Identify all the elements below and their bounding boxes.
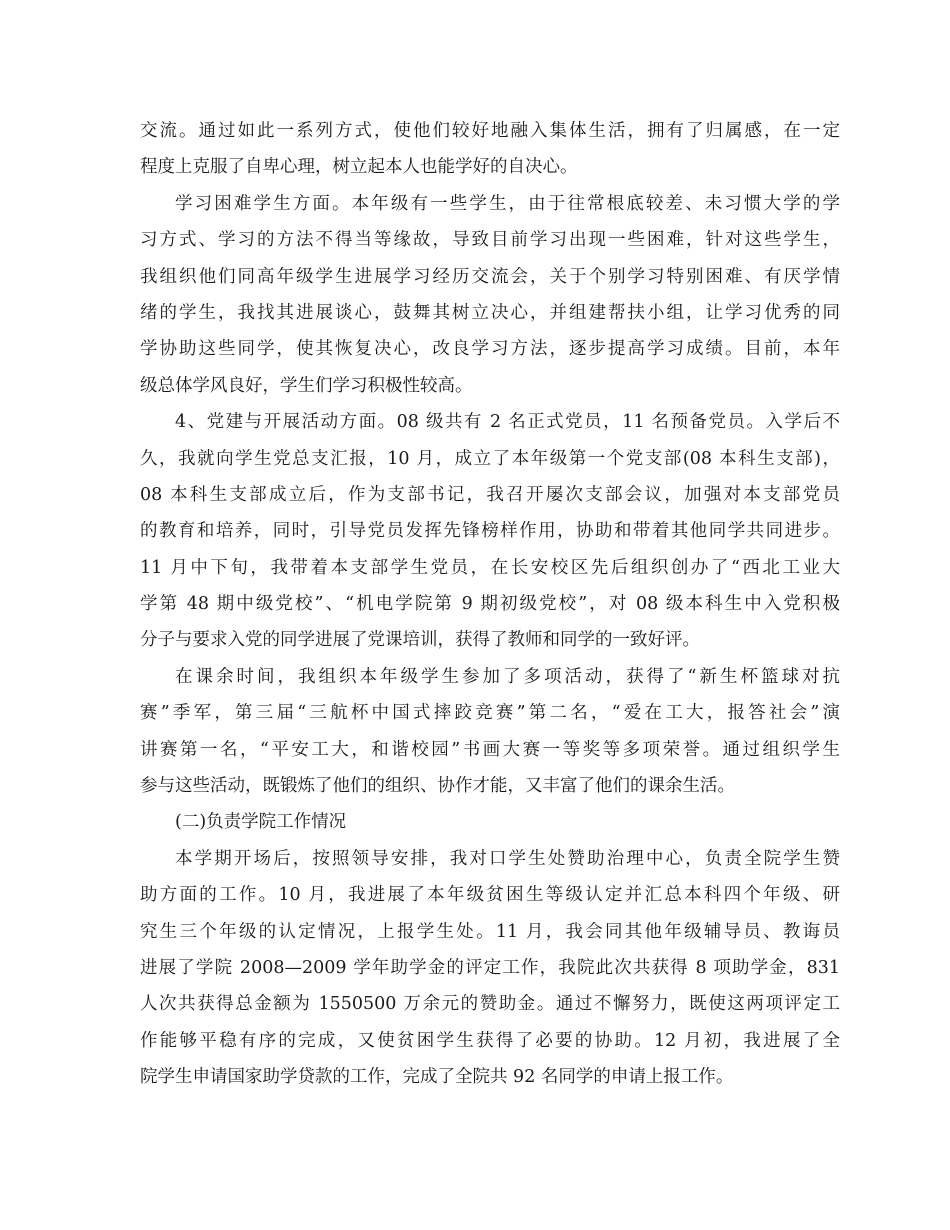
text-line: 院学生申请国家助学贷款的工作，完成了全院共 92 名同学的申请上报工作。 — [140, 1067, 734, 1088]
text-line: 作能够平稳有序的完成，又使贫困学生获得了必要的协助。12 月初，我进展了全 — [140, 1030, 840, 1051]
text-line: 进展了学院 2008—2009 学年助学金的评定工作，我院此次共获得 8 项助学金，831 — [140, 957, 840, 978]
text-line: 学协助这些同学，使其恢复决心，改良学习方法，逐步提高学习成绩。目前，本年 — [140, 339, 840, 360]
text-line: 学第 48 期中级党校”、“机电学院第 9 期初级党校”，对 08 级本科生中入党积极 — [140, 594, 840, 615]
text-line: 助方面的工作。10 月，我进展了本年级贫困生等级认定并汇总本科四个年级、研 — [140, 885, 840, 906]
text-line: 的教育和培养，同时，引导党员发挥先锋榜样作用，协助和带着其他同学共同进步。 — [140, 521, 840, 542]
text-line: 交流。通过如此一系列方式，使他们较好地融入集体生活，拥有了归属感，在一定 — [140, 121, 840, 141]
text-line: 人次共获得总金额为 1550500 万余元的赞助金。通过不懈努力，既使这两项评定工 — [140, 994, 840, 1015]
text-line: 级总体学风良好，学生们学习积极性较高。 — [140, 375, 473, 396]
text-line: 讲赛第一名，“平安工大，和谐校园”书画大赛一等奖等多项荣誉。通过组织学生 — [140, 739, 840, 760]
text-line: 我组织他们同高年级学生进展学习经历交流会，关于个别学习特别困难、有厌学情 — [140, 266, 840, 287]
text-line: (二)负责学院工作情况 — [175, 812, 347, 833]
text-line: 本学期开场后，按照领导安排，我对口学生处赞助治理中心，负责全院学生赞 — [175, 848, 840, 869]
text-line: 参与这些活动，既锻炼了他们的组织、协作才能，又丰富了他们的课余生活。 — [140, 776, 735, 797]
text-line: 绪的学生，我找其进展谈心，鼓舞其树立决心，并组建帮扶小组，让学习优秀的同 — [140, 302, 840, 323]
text-line: 赛”季军，第三届“三航杯中国式摔跤竞赛”第二名，“爱在工大，报答社会”演 — [140, 703, 840, 724]
text-line: 久，我就向学生党总支汇报，10 月，成立了本年级第一个党支部(08 本科生支部)， — [140, 448, 840, 469]
text-line: 分子与要求入党的同学进展了党课培训，获得了教师和同学的一致好评。 — [140, 630, 700, 651]
text-line: 学习困难学生方面。本年级有一些学生，由于往常根底较差、未习惯大学的学 — [175, 193, 840, 214]
text-line: 究生三个年级的认定情况，上报学生处。11 月，我会同其他年级辅导员、教诲员 — [140, 921, 840, 942]
text-line: 程度上克服了自卑心理，树立起本人也能学好的自决心。 — [140, 157, 578, 178]
text-line: 08 本科生支部成立后，作为支部书记，我召开屡次支部会议，加强对本支部党员 — [140, 484, 840, 505]
text-line: 11 月中下旬，我带着本支部学生党员，在长安校区先后组织创办了“西北工业大 — [140, 557, 840, 578]
document-body — [140, 113, 840, 1096]
text-line: 4、党建与开展活动方面。08 级共有 2 名正式党员，11 名预备党员。入学后不 — [175, 412, 840, 433]
text-line: 在课余时间，我组织本年级学生参加了多项活动，获得了“新生杯篮球对抗 — [175, 666, 840, 687]
text-line: 习方式、学习的方法不得当等缘故，导致目前学习出现一些困难，针对这些学生， — [140, 230, 840, 251]
